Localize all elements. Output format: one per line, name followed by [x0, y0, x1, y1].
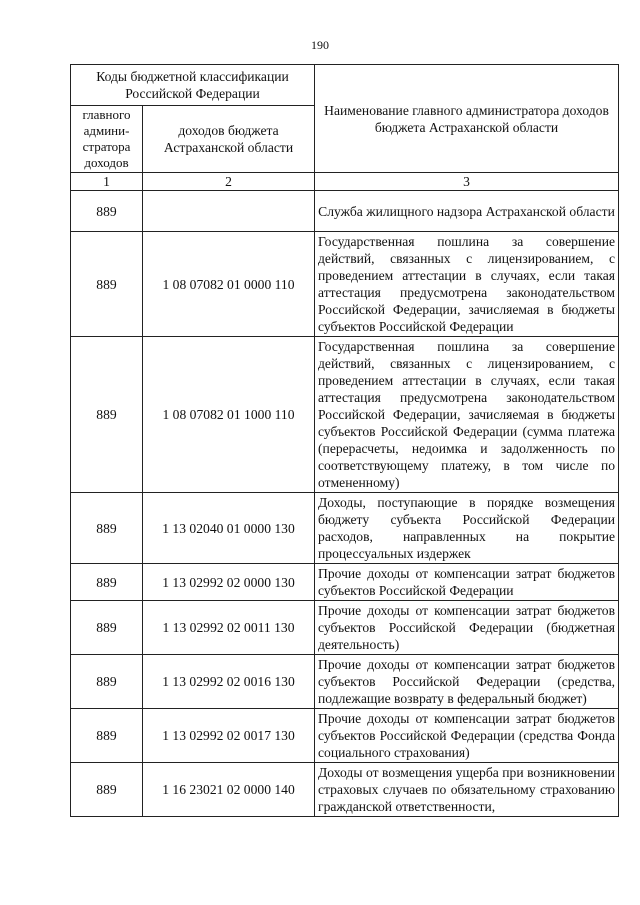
income-name-cell: Государственная пошлина за совершение действий, связанных с лицензированием, с проведением аттестации в случаях, если такая аттестация предусмотрена законодательством Российской Федерации, зачисляемая в бюджеты субъектов Российской Федерации: [315, 232, 619, 337]
table-row: [71, 709, 619, 763]
admin-code-cell: 889: [71, 191, 143, 232]
admin-code-cell: 889: [71, 337, 143, 493]
admin-code-cell: 889: [71, 655, 143, 709]
header-col1-title: главного админи-стратора доходов: [71, 106, 143, 173]
admin-code-cell: 889: [71, 601, 143, 655]
budget-classification-table: [70, 64, 619, 817]
table-row: [71, 191, 619, 232]
income-name-cell: Прочие доходы от компенсации затрат бюджетов субъектов Российской Федерации: [315, 564, 619, 601]
income-name-cell: Прочие доходы от компенсации затрат бюджетов субъектов Российской Федерации (бюджетная деятельность): [315, 601, 619, 655]
income-name-cell: Прочие доходы от компенсации затрат бюджетов субъектов Российской Федерации (средства Фонда социального страхования): [315, 709, 619, 763]
table-row: [71, 493, 619, 564]
income-code-cell: 1 13 02992 02 0016 130: [143, 655, 315, 709]
admin-name-heading: Служба жилищного надзора Астраханской области: [315, 191, 619, 232]
table-row: [71, 601, 619, 655]
income-code-cell: 1 16 23021 02 0000 140: [143, 763, 315, 817]
income-code-cell: 1 13 02992 02 0017 130: [143, 709, 315, 763]
header-col2-title: доходов бюджета Астраханской области: [143, 106, 315, 173]
header-row-top: [71, 65, 619, 106]
table-row: [71, 655, 619, 709]
header-group-title: Коды бюджетной классификации Российской Федерации: [71, 65, 315, 106]
income-code-cell: 1 13 02040 01 0000 130: [143, 493, 315, 564]
admin-code-cell: 889: [71, 493, 143, 564]
column-number-1: 1: [71, 173, 143, 191]
table-row: [71, 232, 619, 337]
column-number-2: 2: [143, 173, 315, 191]
page-number: 190: [311, 38, 329, 52]
income-name-cell: Доходы, поступающие в порядке возмещения бюджету субъекта Российской Федерации расходов, направленных на покрытие процессуальных издержек: [315, 493, 619, 564]
income-name-cell: Государственная пошлина за совершение действий, связанных с лицензированием, с проведением аттестации в случаях, если такая аттестация предусмотрена законодательством Российской Федерации, зачисляемая в бюджеты субъектов Российской Федерации (сумма платежа (перерасчеты, недоимка и задолженность по соответствующему платежу, в том числе по отмененному): [315, 337, 619, 493]
header-col3-title: Наименование главного администратора доходов бюджета Астраханской области: [315, 65, 619, 173]
income-code-cell: 1 08 07082 01 1000 110: [143, 337, 315, 493]
income-name-cell: Доходы от возмещения ущерба при возникновении страховых случаев по обязательному страхованию гражданской ответственности,: [315, 763, 619, 817]
admin-code-cell: 889: [71, 232, 143, 337]
income-code-cell: 1 13 02992 02 0000 130: [143, 564, 315, 601]
column-number-3: 3: [315, 173, 619, 191]
table-row: [71, 564, 619, 601]
column-number-row: [71, 173, 619, 191]
admin-code-cell: 889: [71, 763, 143, 817]
income-code-cell: [143, 191, 315, 232]
income-code-cell: 1 13 02992 02 0011 130: [143, 601, 315, 655]
table-row: [71, 763, 619, 817]
income-code-cell: 1 08 07082 01 0000 110: [143, 232, 315, 337]
table-row: [71, 337, 619, 493]
admin-code-cell: 889: [71, 709, 143, 763]
income-name-cell: Прочие доходы от компенсации затрат бюджетов субъектов Российской Федерации (средства, подлежащие возврату в федеральный бюджет): [315, 655, 619, 709]
admin-code-cell: 889: [71, 564, 143, 601]
